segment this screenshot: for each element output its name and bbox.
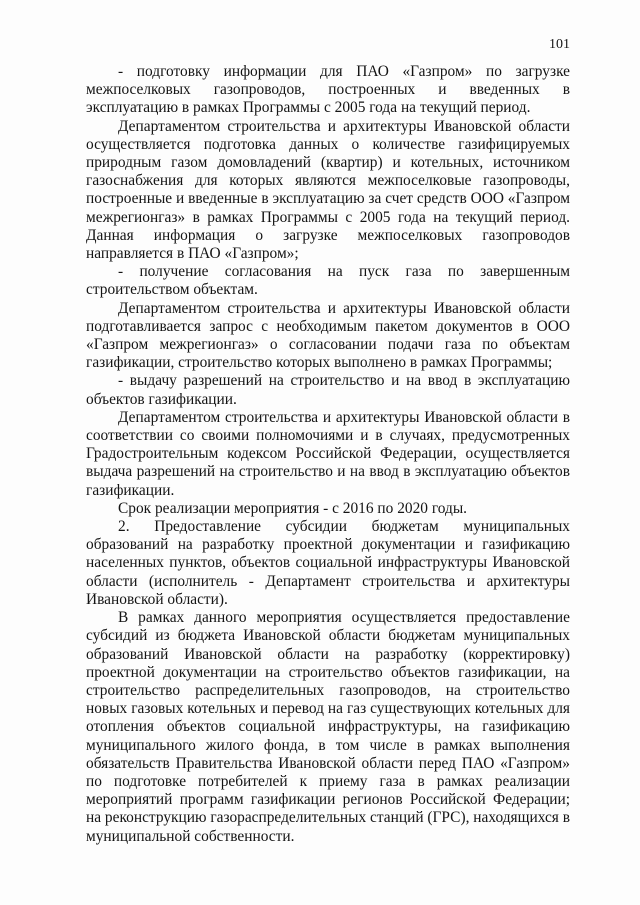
paragraph-bullet-gas-approval: - получение согласования на пуск газа по завершенным строительством объектам. [86,263,570,299]
body-text [86,63,570,846]
paragraph-subsidies: В рамках данного мероприятия осуществляется предоставление субсидий из бюджета Ивановской области бюджетам муниципальных образований Ивановской области на разработку (корректировку) проектной документации на строительство объектов газификации, на строительство распределительных газопроводов, на строительство новых газовых котельных и перевод на газ существующих котельных для отопления объектов социальной инфраструктуры, на газификацию муниципального жилого фонда, в том числе в рамках выполнения обязательств Правительства Ивановской области перед ПАО «Газпром» по подготовке потребителей к приему газа в рамках реализации мероприятий программ газификации регионов Российской Федерации; на реконструкцию газораспределительных станций (ГРС), находящихся в муниципальной собственности. [86,609,570,845]
paragraph-bullet-info: - подготовку информации для ПАО «Газпром» по загрузке межпоселковых газопроводов, построенных и введенных в эксплуатацию в рамках Программы с 2005 года на текущий период. [86,63,570,117]
paragraph-data-preparation: Департаментом строительства и архитектуры Ивановской области осуществляется подготовка данных о количестве газифицируемых природным газом домовладений (квартир) и котельных, источником газоснабжения для которых являются межпоселковые газопроводы, построенные и введенные в эксплуатацию за счет средств ООО «Газпром межрегионгаз» в рамках Программы с 2005 года на текущий период. Данная информация о загрузке межпоселковых газопроводов направляется в ПАО «Газпром»; [86,117,570,263]
paragraph-term: Срок реализации мероприятия - с 2016 по 2020 годы. [118,499,468,517]
paragraph-permits-issuance: Департаментом строительства и архитектуры Ивановской области в соответствии со своими полномочиями и в случаях, предусмотренных Градостроительным кодексом Российской Федерации, осуществляется выдача разрешений на строительство и на ввод в эксплуатацию объектов газификации. [86,408,570,499]
paragraph-item-2: 2. Предоставление субсидии бюджетам муниципальных образований на разработку проектной документации и газификацию населенных пунктов, объектов социальной инфраструктуры Ивановской области (исполнитель - Департамент строительства и архитектуры Ивановской области). [86,518,570,608]
page-number: 101 [549,37,570,52]
paragraph-request-preparation: Департаментом строительства и архитектуры Ивановской области подготавливается запрос с необходимым пакетом документов в ООО «Газпром межрегионгаз» о согласовании подачи газа по объектам газификации, строительство которых выполнено в рамках Программы; [86,299,570,372]
paragraph-bullet-permits: - выдачу разрешений на строительство и на ввод в эксплуатацию объектов газификации. [86,372,570,408]
